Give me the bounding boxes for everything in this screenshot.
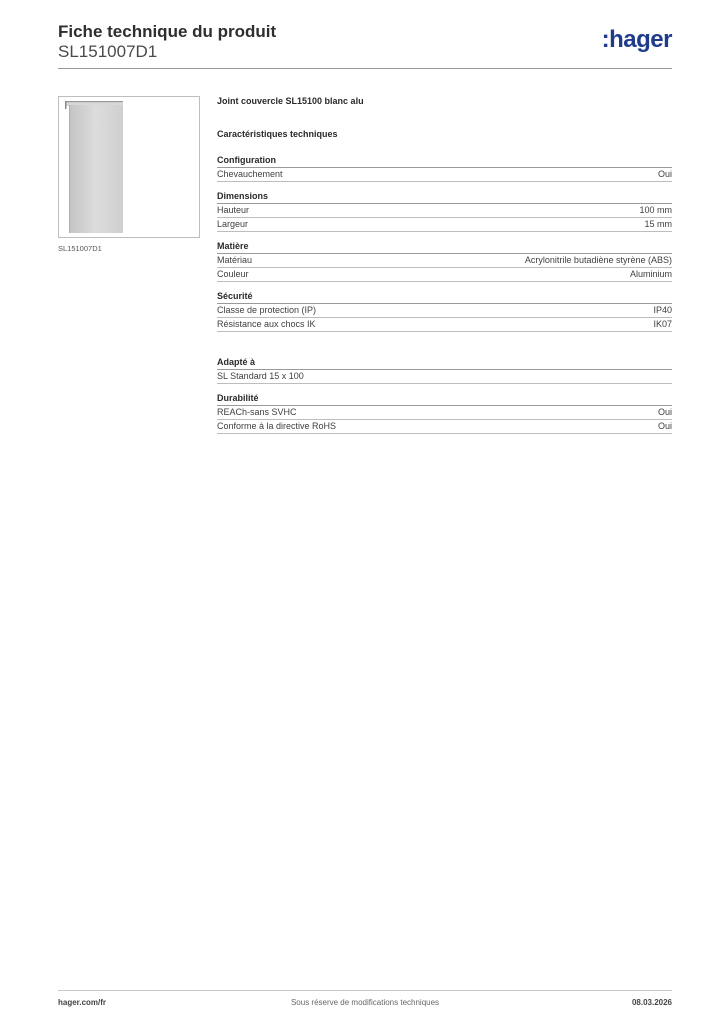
footer-divider — [58, 990, 672, 991]
spec-row — [217, 204, 672, 218]
product-name: Joint couvercle SL15100 blanc alu — [217, 96, 364, 106]
section-adapte — [217, 356, 672, 384]
spec-value: IP40 — [653, 305, 672, 315]
spec-label: SL Standard 15 x 100 — [217, 371, 304, 381]
spec-row — [217, 420, 672, 434]
section-title: Durabilité — [217, 392, 672, 406]
spec-value: 15 mm — [644, 219, 672, 229]
spec-label: Chevauchement — [217, 169, 283, 179]
spec-value: Oui — [657, 169, 672, 179]
section-durabilite — [217, 392, 672, 434]
header-divider — [58, 68, 672, 69]
section-title: Adapté à — [217, 356, 672, 370]
product-image-frame — [58, 96, 200, 238]
page-header — [58, 22, 672, 62]
spec-row — [217, 268, 672, 282]
section-securite — [217, 290, 672, 332]
section-title: Dimensions — [217, 190, 672, 204]
footer-website-link[interactable]: hager.com/fr — [58, 998, 107, 1007]
hager-logo[interactable]: :hager — [601, 26, 672, 53]
spec-row — [217, 370, 672, 384]
product-image — [65, 101, 123, 235]
spec-label: Classe de protection (IP) — [217, 305, 317, 315]
spec-value: 100 mm — [639, 205, 672, 215]
spec-row — [217, 218, 672, 232]
spec-row — [217, 168, 672, 182]
section-spacer — [217, 340, 672, 356]
spec-label: Largeur — [217, 219, 249, 229]
footer-date: 08.03.2026 — [631, 998, 672, 1007]
spec-row — [217, 304, 672, 318]
product-reference: SL151007D1 — [58, 42, 158, 61]
main-content — [217, 96, 672, 442]
spec-label: Couleur — [217, 269, 249, 279]
spec-row — [217, 254, 672, 268]
footer-disclaimer: Sous réserve de modifications techniques — [290, 998, 440, 1007]
spec-value: Oui — [657, 421, 672, 431]
spec-label: Résistance aux chocs IK — [217, 319, 316, 329]
spec-label: Hauteur — [217, 205, 250, 215]
tech-specs-title: Caractéristiques techniques — [217, 129, 338, 139]
spec-label: REACh-sans SVHC — [217, 407, 297, 417]
section-title: Matière — [217, 240, 672, 254]
spec-value: Oui — [657, 407, 672, 417]
spec-row — [217, 406, 672, 420]
document-title: Fiche technique du produit — [58, 22, 277, 41]
spec-label: Matériau — [217, 255, 253, 265]
section-matiere — [217, 240, 672, 282]
image-caption: SL151007D1 — [58, 244, 102, 253]
spec-value: Aluminium — [629, 269, 672, 279]
spec-value: IK07 — [653, 319, 672, 329]
spec-value: Acrylonitrile butadiène styrène (ABS) — [524, 255, 672, 265]
section-title: Sécurité — [217, 290, 672, 304]
spec-label: Conforme à la directive RoHS — [217, 421, 337, 431]
logo-text: hager — [609, 26, 672, 53]
spec-row — [217, 318, 672, 332]
section-configuration — [217, 154, 672, 182]
section-title: Configuration — [217, 154, 672, 168]
section-dimensions — [217, 190, 672, 232]
